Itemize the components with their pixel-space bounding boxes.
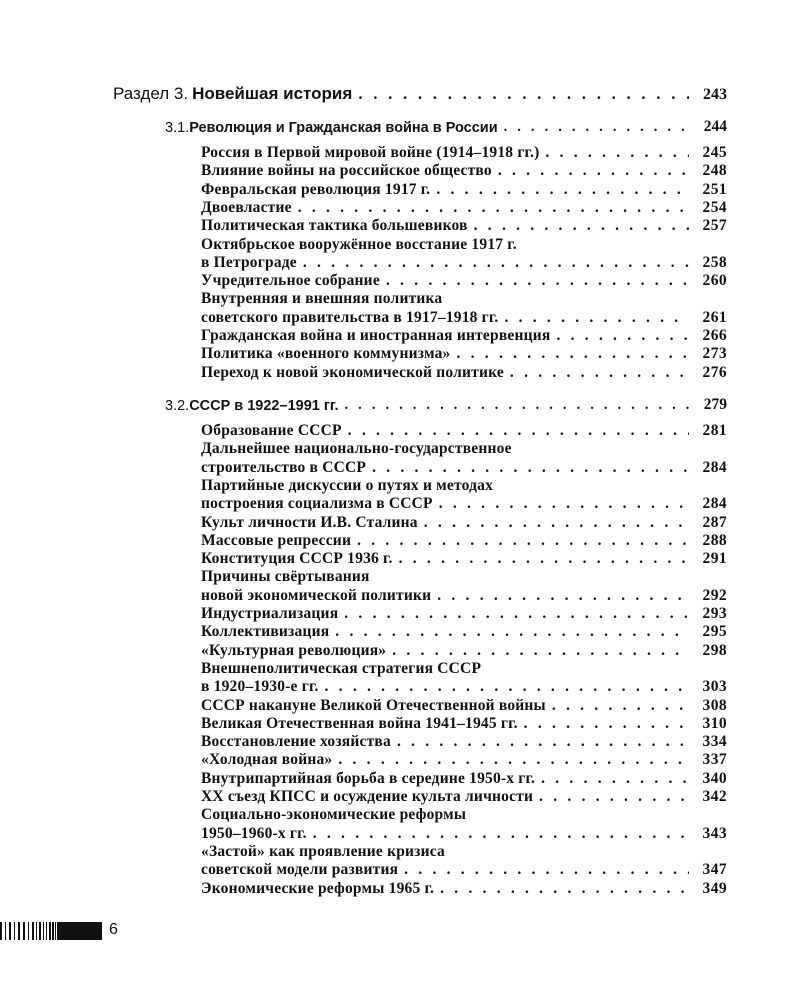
dot-leader xyxy=(457,345,690,363)
toc-entry xyxy=(201,733,727,751)
dot-leader xyxy=(392,642,689,660)
toc-entry xyxy=(201,715,727,733)
toc-entry xyxy=(201,880,727,898)
toc-entry-text-line: Октябрьское вооружённое восстание 1917 г. xyxy=(201,235,517,253)
toc-entry-page-number: 295 xyxy=(702,623,727,641)
dot-leader xyxy=(335,623,689,641)
toc-entry-title: построения социализма в СССР xyxy=(201,495,433,513)
chapter-number: 3.2. xyxy=(165,398,190,414)
toc-entry-title: Двоевластие xyxy=(201,198,292,216)
toc-entry-text-line: Социально-экономические реформы xyxy=(201,806,467,824)
dot-leader xyxy=(504,309,689,327)
chapter-heading xyxy=(165,396,727,414)
dot-leader xyxy=(345,397,689,414)
toc-entry-title: Политическая тактика большевиков xyxy=(201,217,468,235)
dot-leader xyxy=(358,84,689,104)
toc-entry-title: Экономические реформы 1965 г. xyxy=(201,879,435,897)
toc-entry-page-number: 298 xyxy=(702,641,727,659)
toc-entry-title: Россия в Первой мировой войне (1914–1918 гг.) xyxy=(201,144,540,161)
toc-entry-title: Февральская революция 1917 г. xyxy=(201,180,431,198)
toc-entry-text-line: Внешнеполитическая стратегия СССР xyxy=(201,659,482,677)
dot-leader xyxy=(313,825,689,843)
toc-entry-page-number: 261 xyxy=(702,308,727,326)
toc-entry-title: Конституция СССР 1936 г. xyxy=(201,550,393,568)
toc-entry-title: «Холодная война» xyxy=(201,751,333,769)
toc-entry-title: в 1920–1930-е гг. xyxy=(201,678,319,696)
dot-leader xyxy=(386,272,689,290)
toc-entry xyxy=(201,364,727,382)
chapter-page-number: 279 xyxy=(703,396,727,413)
dot-leader xyxy=(504,119,689,136)
toc-entry xyxy=(201,345,727,363)
footer-page-number: 6 xyxy=(109,921,118,938)
toc-entry-title: советской модели развития xyxy=(201,861,399,879)
toc-entry-title: Индустриализация xyxy=(201,605,339,622)
toc-entry-title: Политика «военного коммунизма» xyxy=(201,345,451,363)
toc-entry-page-number: 266 xyxy=(702,327,727,344)
toc-entry xyxy=(201,697,727,715)
toc-entry-title: строительство в СССР xyxy=(201,458,367,476)
toc-entry-page-number: 276 xyxy=(702,363,727,381)
toc-entry-page-number: 287 xyxy=(702,513,727,531)
toc-entry-page-number: 347 xyxy=(702,861,727,879)
chapter-title: СССР в 1922–1991 гг. xyxy=(189,398,339,414)
toc-entry-title: Переход к новой экономической политике xyxy=(201,363,504,381)
toc-entry-title: XX съезд КПСС и осуждение культа личности xyxy=(201,788,534,805)
toc-entry-title: советского правительства в 1917–1918 гг. xyxy=(201,308,499,326)
dot-leader xyxy=(440,880,689,898)
toc-entry xyxy=(201,514,727,532)
dot-leader xyxy=(552,697,689,715)
dot-leader xyxy=(474,217,689,235)
toc-entry-title: Образование СССР xyxy=(201,422,342,439)
toc-entry-title: Гражданская война и иностранная интервенция xyxy=(201,327,551,344)
toc-entry-title: Учредительное собрание xyxy=(201,272,380,290)
toc-entry xyxy=(201,788,727,806)
toc-entry xyxy=(201,495,727,513)
dot-leader xyxy=(436,181,689,199)
dot-leader xyxy=(344,605,689,623)
toc-entry-page-number: 342 xyxy=(702,788,727,805)
toc-entry-page-number: 245 xyxy=(702,144,727,161)
toc-entry-page-number: 251 xyxy=(702,180,727,198)
toc-entry-text-line: «Застой» как проявление кризиса xyxy=(201,842,445,860)
toc-entry-page-number: 273 xyxy=(702,345,727,363)
toc-entry-page-number: 288 xyxy=(702,531,727,549)
toc-entry-title: новой экономической политики xyxy=(201,586,432,604)
toc-entry-page-number: 284 xyxy=(702,458,727,476)
toc-entry-page-number: 292 xyxy=(702,586,727,604)
toc-entry-text-line: Дальнейшее национально-государственное xyxy=(201,440,512,458)
toc-entry xyxy=(201,144,727,162)
toc-entry-page-number: 254 xyxy=(702,198,727,216)
part-page-number: 243 xyxy=(703,86,727,103)
dot-leader xyxy=(357,532,689,550)
toc-entry-page-number: 334 xyxy=(702,733,727,751)
toc-entry xyxy=(201,162,727,180)
toc-entry xyxy=(201,272,727,290)
toc-entry-page-number: 303 xyxy=(702,678,727,696)
toc-entry-text-line: Партийные дискуссии о путях и методах xyxy=(201,476,494,494)
toc-entry xyxy=(201,550,727,568)
dot-leader xyxy=(303,254,689,272)
toc-entry xyxy=(201,422,727,440)
toc-entry-text-line: Внутренняя и внешняя политика xyxy=(201,290,443,308)
toc-entry-title: «Культурная революция» xyxy=(201,641,387,659)
toc-entry xyxy=(201,770,727,788)
toc-entry xyxy=(201,199,727,217)
footer-barcode-decoration xyxy=(0,922,102,940)
toc-entry xyxy=(201,678,727,696)
toc-entry xyxy=(201,605,727,623)
toc-entry xyxy=(201,825,727,843)
dot-leader xyxy=(498,162,689,180)
dot-leader xyxy=(524,715,689,733)
toc-entry xyxy=(201,254,727,272)
toc-entry-page-number: 308 xyxy=(702,696,727,714)
toc-entry xyxy=(201,751,727,769)
toc-entry-title: Восстановление хозяйства xyxy=(201,733,391,751)
chapter-number: 3.1. xyxy=(165,120,190,136)
toc-entry-title: СССР накануне Великой Отечественной войны xyxy=(201,696,546,714)
toc-entry xyxy=(201,623,727,641)
toc-entry xyxy=(201,309,727,327)
toc-entry-title: 1950–1960-х гг. xyxy=(201,824,307,842)
toc-entry-page-number: 337 xyxy=(702,751,727,769)
toc-entry-title: Массовые репрессии xyxy=(201,531,352,549)
toc-entry xyxy=(201,459,727,477)
toc-entry xyxy=(201,642,727,660)
toc-entry-page-number: 291 xyxy=(702,550,727,568)
toc-entry-title: Влияние войны на российское общество xyxy=(201,162,492,180)
dot-leader xyxy=(439,495,689,513)
dot-leader xyxy=(437,587,689,605)
chapter-heading xyxy=(165,118,727,136)
toc-entry xyxy=(201,861,727,879)
toc-entry-page-number: 343 xyxy=(702,824,727,842)
chapter-title: Революция и Гражданская война в России xyxy=(189,120,498,136)
toc-entry-page-number: 257 xyxy=(702,217,727,235)
toc-entry-title: Великая Отечественная война 1941–1945 гг. xyxy=(201,714,518,732)
dot-leader xyxy=(404,861,689,879)
toc-entry-page-number: 310 xyxy=(702,714,727,732)
toc-entry-title: в Петрограде xyxy=(201,253,297,271)
toc-entry xyxy=(201,327,727,345)
toc-entry xyxy=(201,532,727,550)
toc-entry-page-number: 349 xyxy=(702,879,727,897)
dot-leader xyxy=(545,144,689,162)
toc-entry xyxy=(201,587,727,605)
dot-leader xyxy=(338,751,689,769)
dot-leader xyxy=(424,514,689,532)
toc-entry-page-number: 260 xyxy=(702,272,727,290)
toc-entry-text-line: Причины свёртывания xyxy=(201,568,370,586)
toc-entry-page-number: 293 xyxy=(702,605,727,622)
toc-entry-page-number: 248 xyxy=(702,162,727,180)
dot-leader xyxy=(397,733,689,751)
dot-leader xyxy=(541,770,689,788)
dot-leader xyxy=(556,327,689,345)
part-heading xyxy=(113,84,727,104)
toc-entry xyxy=(201,181,727,199)
toc-entry xyxy=(201,217,727,235)
dot-leader xyxy=(298,199,689,217)
toc-entry-title: Внутрипартийная борьба в середине 1950-х гг. xyxy=(201,769,536,787)
chapter-page-number: 244 xyxy=(703,118,727,135)
dot-leader xyxy=(325,678,689,696)
barcode-block xyxy=(57,922,102,940)
toc-entry-page-number: 340 xyxy=(702,769,727,787)
part-label: Раздел 3. xyxy=(113,84,189,103)
dot-leader xyxy=(348,422,689,440)
toc-entry-title: Коллективизация xyxy=(201,623,330,641)
toc-entry-page-number: 258 xyxy=(702,253,727,271)
toc-entry-title: Культ личности И.В. Сталина xyxy=(201,513,418,531)
toc-entry-page-number: 284 xyxy=(702,495,727,513)
dot-leader xyxy=(539,788,689,806)
part-title: Новейшая история xyxy=(192,84,353,103)
dot-leader xyxy=(399,550,689,568)
dot-leader xyxy=(510,364,689,382)
dot-leader xyxy=(372,459,689,477)
toc-entry-page-number: 281 xyxy=(702,422,727,439)
